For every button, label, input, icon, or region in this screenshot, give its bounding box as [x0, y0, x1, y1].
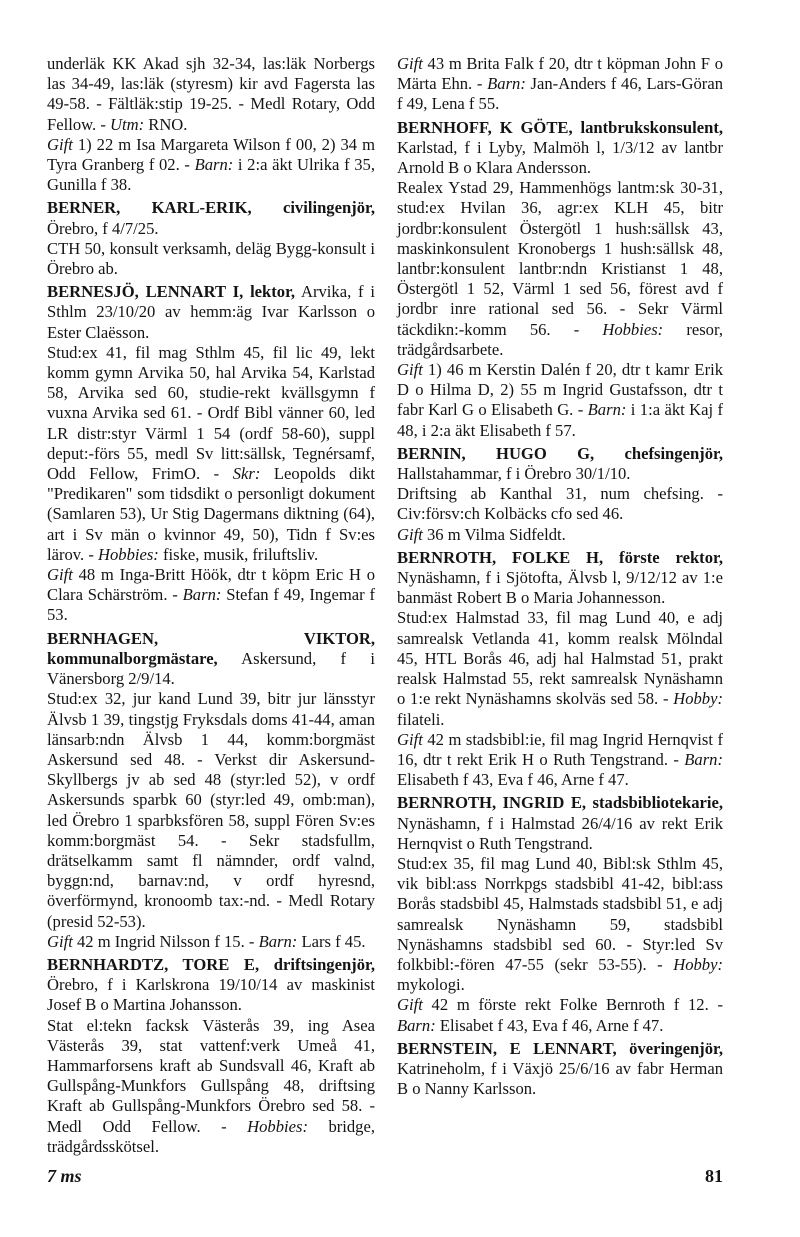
- barn-label: Barn:: [487, 74, 526, 94]
- gift-text: 48 m Inga-Britt Höök, dtr t köpm Eric H o Clara Schärström. -: [47, 565, 375, 605]
- gift-label: Gift: [397, 995, 423, 1015]
- gift-text: 1) 46 m Kerstin Dalén f 20, dtr t kamr Erik D o Hilma D, 2) 55 m Ingrid Gustafsson, dtr t fabr Karl G o Elisabeth G. -: [397, 360, 723, 420]
- entry-text: CTH 50, konsult verksamh, deläg Bygg-konsult i Örebro ab.: [47, 238, 375, 279]
- hobbies-label: Hobbies:: [98, 544, 159, 564]
- entry-heading: BERNESJÖ, LENNART I, lektor,: [47, 282, 296, 302]
- entry-intro: Katrineholm, f i Växjö 25/6/16 av fabr Herman B o Nanny Karlsson.: [397, 1058, 723, 1099]
- hobby-label: Hobby:: [673, 954, 723, 974]
- entry-intro: Örebro, f i Karlskrona 19/10/14 av maskinist Josef B o Martina Johansson.: [47, 975, 375, 1015]
- barn-label: Barn:: [258, 931, 298, 951]
- entry-text: Stat el:tekn facksk Västerås 39, ing Asea Västerås 39, stat vattenf:verk Umeå 41, Hammarforsens kraft ab Sundsvall 46, Kraft ab Gullspång-Munkfors Gullspång 48, driftsing Kraft ab Gullspång-Munkfors Örebro sed 58. - Medl Odd Fellow. -: [47, 1015, 375, 1136]
- entry-heading: BERNHOFF, K GÖTE, lantbrukskonsulent,: [397, 117, 723, 137]
- hobby-text: filateli.: [397, 709, 445, 729]
- entry-heading: BERNROTH, INGRID E, stadsbibliotekarie,: [397, 793, 723, 813]
- entry-continuation-right: [397, 54, 723, 115]
- hobbies-text: resor, trädgårdsarbete.: [397, 319, 723, 359]
- entry-continuation-left: [47, 54, 375, 195]
- entry-text: Driftsing ab Kanthal 31, num chefsing. - Civ:försv:ch Kolbäcks cfo sed 46.: [397, 484, 723, 524]
- barn-label: Barn:: [182, 585, 222, 605]
- barn-text: i 1:a äkt Kaj f 48, i 2:a äkt Elisabeth f 57.: [397, 400, 724, 440]
- gift-text: 1) 22 m Isa Margareta Wilson f 00, 2) 34 m Tyra Granberg f 02. -: [47, 134, 375, 175]
- hobbies-label: Hobbies:: [247, 1116, 308, 1136]
- hobbies-label: Hobbies:: [602, 319, 664, 339]
- entry-bernhagen: [47, 629, 375, 952]
- barn-text: Jan-Anders f 46, Lars-Göran f 49, Lena f 55.: [397, 74, 723, 114]
- gift-label: Gift: [397, 729, 423, 749]
- entry-text: underläk KK Akad sjh 32-34, las:läk Norbergs las 34-49, las:läk (styresm) kir avd Fagersta las 49-58. - Fältläk:stip 19-25. - Medl Rotary, Odd Fellow. -: [47, 54, 375, 134]
- entry-bernhoff: [397, 118, 723, 441]
- page-number: 81: [705, 1166, 723, 1186]
- skr-label: Skr:: [232, 464, 261, 484]
- entry-text: Stud:ex Halmstad 33, fil mag Lund 40, e adj samrealsk Vetlanda 41, komm realsk Mölndal 45, HTL Borås 46, adj hal Halmstad 51, prakt realsk Halmstad 55, rekt samrealsk Nynäshamn o 1:e rekt Nynäshamns skolväs sed 58. -: [397, 608, 723, 709]
- entry-bernesjo: [47, 282, 375, 625]
- entry-intro: Askersund, f i Vänersborg 2/9/14.: [47, 648, 375, 689]
- entry-heading: BERNSTEIN, E LENNART, överingenjör,: [397, 1038, 723, 1058]
- entry-heading: BERNER, KARL-ERIK, civilingenjör,: [47, 198, 375, 218]
- entry-heading: BERNIN, HUGO G, chefsingenjör,: [397, 443, 723, 463]
- signature-mark: 7 ms: [47, 1166, 82, 1186]
- gift-label: Gift: [47, 931, 73, 951]
- hobbies-text: bridge, trädgårdsskötsel.: [47, 1116, 375, 1156]
- right-column: [397, 54, 723, 1102]
- entry-heading: BERNHAGEN, VIKTOR, kommunalborgmästare,: [47, 628, 375, 668]
- entry-bernstein: [397, 1039, 723, 1100]
- barn-text: Elisabeth f 43, Eva f 46, Arne f 47.: [397, 770, 629, 790]
- hobby-text: mykologi.: [397, 975, 465, 995]
- entry-intro: Örebro, f 4/7/25.: [47, 218, 159, 238]
- entry-text: Stud:ex 41, fil mag Sthlm 45, fil lic 49, lekt komm gymn Arvika 50, hal Arvika 54, Karlstad 58, Arvika sed 60, studie-rekt kvällsgymn f vuxna Arvika sed 61. - Ordf Bibl vänner 60, led LR distr:styr Värml 1 54 (ordf 58-60), suppl deput:-förs 55, medl Sv litt:sällsk, Tegnérsamf, Odd Fellow, FrimO. -: [47, 342, 375, 484]
- barn-text: Stefan f 49, Ingemar f 53.: [47, 585, 375, 625]
- entry-bernroth-folke: [397, 548, 723, 790]
- barn-text: Lars f 45.: [297, 931, 366, 951]
- barn-label: Barn:: [587, 400, 627, 420]
- skr-text: Leopolds dikt "Predikaren" som tidsdikt o personligt dokument (Samlaren 53), Ur Stig Dagermans diktning (64), art i Sv män o kvinnor 49, 50), Tidn f Sv:es lärov. -: [47, 464, 375, 564]
- barn-text: Elisabet f 43, Eva f 46, Arne f 47.: [435, 1015, 664, 1035]
- hobby-label: Hobby:: [673, 689, 723, 709]
- gift-text: 43 m Brita Falk f 20, dtr t köpman John F o Märta Ehn. -: [397, 54, 723, 94]
- entry-bernhardtz: [47, 955, 375, 1157]
- gift-label: Gift: [397, 524, 423, 544]
- entry-intro: Nynäshamn, f i Sjötofta, Älvsb l, 9/12/12 av 1:e banmäst Robert B o Maria Johannesson.: [397, 568, 723, 608]
- barn-text: i 2:a äkt Ulrika f 35, Gunilla f 38.: [47, 155, 375, 195]
- gift-label: Gift: [397, 54, 423, 73]
- entry-text: Stud:ex 32, jur kand Lund 39, bitr jur länsstyr Älvsb 1 39, tingstjg Fryksdals doms 41-44, aman länsarb:ndn Älvsb 1 44, komm:borgmäst Askersund sed 48. - Verkst dir Askersund-Skyllbergs jv ab sed 48 (styr:led 52), v ordf Askersunds sparbk 60 (styr:led 49, omb:man), led Örebro 1 sparbksfören 58, suppl Fören Sv:es komm:borgmäst 54. - Sekr stadsfullm, drätselkamm samt fl nämnder, ordf valnd, byggn:nd, barnav:nd, v ordf hyresnd, överförmynd, kronoomb tax:-nd. - Medl Rotary (presid 52-53).: [47, 689, 375, 931]
- barn-label: Barn:: [397, 1015, 436, 1035]
- entry-text: Realex Ystad 29, Hammenhögs lantm:sk 30-31, stud:ex Hvilan 36, agr:ex KLH 45, bitr jordbr:konsulent Östergötl 1 hush:sällsk 43, maskinkonsulent Kronobergs 1 hush:sällsk 48, lantbr:konsulent lantbr:ndn Kristianst 1 48, Östergötl 1 52, Värml 1 sed 56, förest avd f jordbr inre rational sed 56. - Sekr Värml täckdikn:-komm 56. -: [397, 178, 723, 339]
- barn-label: Barn:: [684, 749, 723, 769]
- utm-label: Utm:: [110, 114, 145, 134]
- entry-intro: Nynäshamn, f i Halmstad 26/4/16 av rekt Erik Hernqvist o Ruth Tengstrand.: [397, 813, 723, 853]
- gift-text: 36 m Vilma Sidfeldt.: [422, 524, 566, 544]
- gift-text: 42 m förste rekt Folke Bernroth f 12. -: [422, 995, 723, 1015]
- left-column: [47, 54, 375, 1160]
- gift-label: Gift: [47, 565, 73, 585]
- gift-label: Gift: [397, 360, 423, 380]
- gift-label: Gift: [47, 134, 73, 154]
- entry-intro: Hallstahammar, f i Örebro 30/1/10.: [397, 464, 631, 484]
- gift-text: 42 m Ingrid Nilsson f 15. -: [72, 931, 255, 951]
- entry-berner: [47, 198, 375, 279]
- gift-text: 42 m stadsbibl:ie, fil mag Ingrid Hernqvist f 16, dtr t rekt Erik H o Ruth Tengstrand. -: [397, 729, 723, 769]
- entry-intro: Arvika, f i Sthlm 23/10/20 av hemm:äg Ivar Karlsson o Ester Claësson.: [47, 282, 375, 342]
- utm-text: RNO.: [144, 114, 188, 134]
- entry-bernin: [397, 444, 723, 545]
- entry-text: Stud:ex 35, fil mag Lund 40, Bibl:sk Sthlm 45, vik bibl:ass Norrkpgs stadsbibl 41-42, bibl:ass Borås stadsbibl 45, Halmstads stadsbibl 51, e adj samrealsk Nynäshamn 59, stadsbibl Nynäshamns stadsbibl sed 60. - Styr:led Sv folkbibl:-fören 47-55 (sekr 53-55). -: [397, 853, 723, 974]
- entry-heading: BERNHARDTZ, TORE E, driftsingenjör,: [47, 954, 375, 974]
- entry-heading: BERNROTH, FOLKE H, förste rektor,: [397, 547, 723, 567]
- entry-intro: Karlstad, f i Lyby, Malmöh l, 1/3/12 av lantbr Arnold B o Klara Andersson.: [397, 137, 723, 178]
- barn-label: Barn:: [194, 155, 234, 175]
- hobbies-text: fiske, musik, friluftsliv.: [158, 544, 319, 564]
- entry-bernroth-ingrid: [397, 793, 723, 1035]
